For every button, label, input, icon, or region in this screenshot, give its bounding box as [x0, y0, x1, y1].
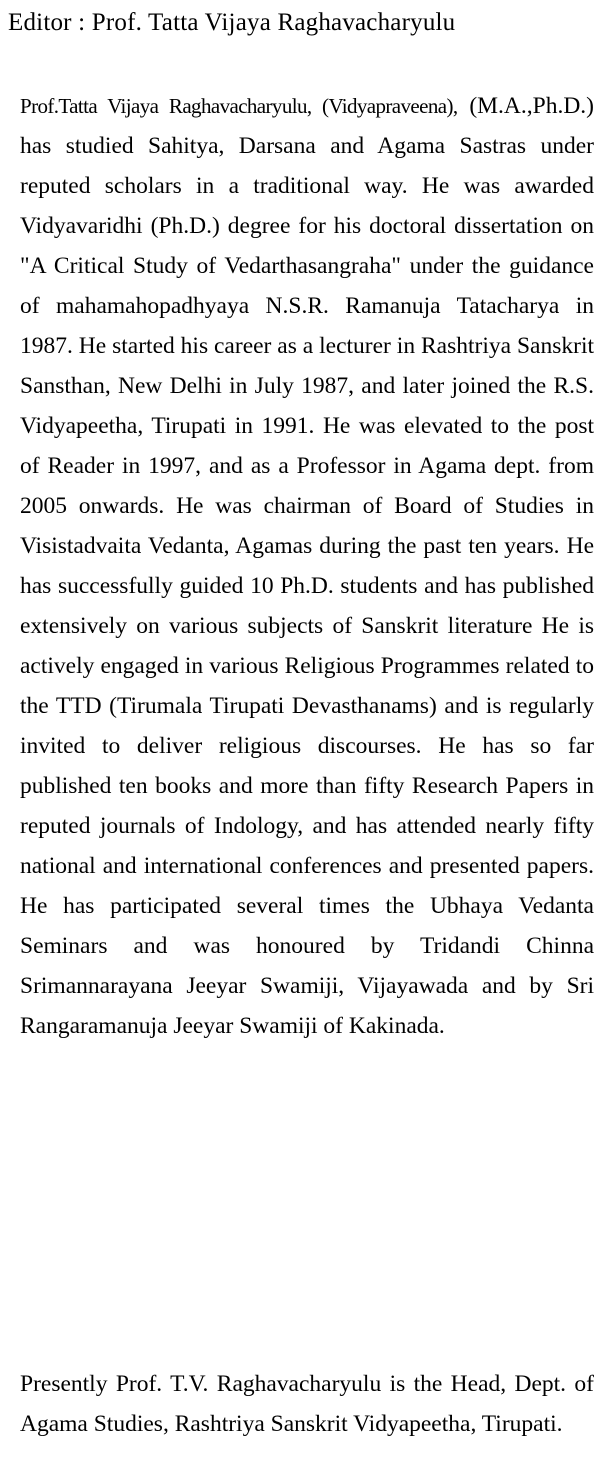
- biography-paragraph: [20, 86, 594, 1046]
- editor-line: [8, 6, 455, 40]
- biography-body: (M.A.,Ph.D.) has studied Sahitya, Darsana and Agama Sastras under reputed scholars in a traditional way. He was awarded Vidyavaridhi (Ph.D.) degree for his doctoral dissertation on "A Critical Study of Vedarthasangraha" under the guidance of mahamahopadhyaya N.S.R. Ramanuja Tatacharya in 1987. He started his career as a lecturer in Rashtriya Sanskrit Sansthan, New Delhi in July 1987, and later joined the R.S. Vidyapeetha, Tirupati in 1991. He was elevated to the post of Reader in 1997, and as a Professor in Agama dept. from 2005 onwards. He was chairman of Board of Studies in Visistadvaita Vedanta, Agamas during the past ten years. He has successfully guided 10 Ph.D. students and has published extensively on various subjects of Sanskrit literature He is actively engaged in various Religious Programmes related to the TTD (Tirumala Tirupati Devasthanams) and is regularly invited to deliver religious discourses. He has so far published ten books and more than fifty Research Papers in reputed journals of Indology, and has attended nearly fifty national and international conferences and presented papers. He has participated several times the Ubhaya Vedanta Seminars and was honoured by Tridandi Chinna Srimannarayana Jeeyar Swamiji, Vijayawada and by Sri Rangaramanuja Jeeyar Swamiji of Kakinada.: [20, 93, 594, 1039]
- editor-name: Prof. Tatta Vijaya Raghavacharyulu: [91, 9, 456, 36]
- current-position-paragraph: Presently Prof. T.V. Raghavacharyulu is the Head, Dept. of Agama Studies, Rashtriya Sanskrit Vidyapeetha, Tirupati.: [20, 1371, 594, 1437]
- biography-lead-name: Prof.Tatta Vijaya Raghavacharyulu, (Vidyapraveena),: [20, 94, 458, 118]
- editor-label: Editor :: [8, 9, 86, 36]
